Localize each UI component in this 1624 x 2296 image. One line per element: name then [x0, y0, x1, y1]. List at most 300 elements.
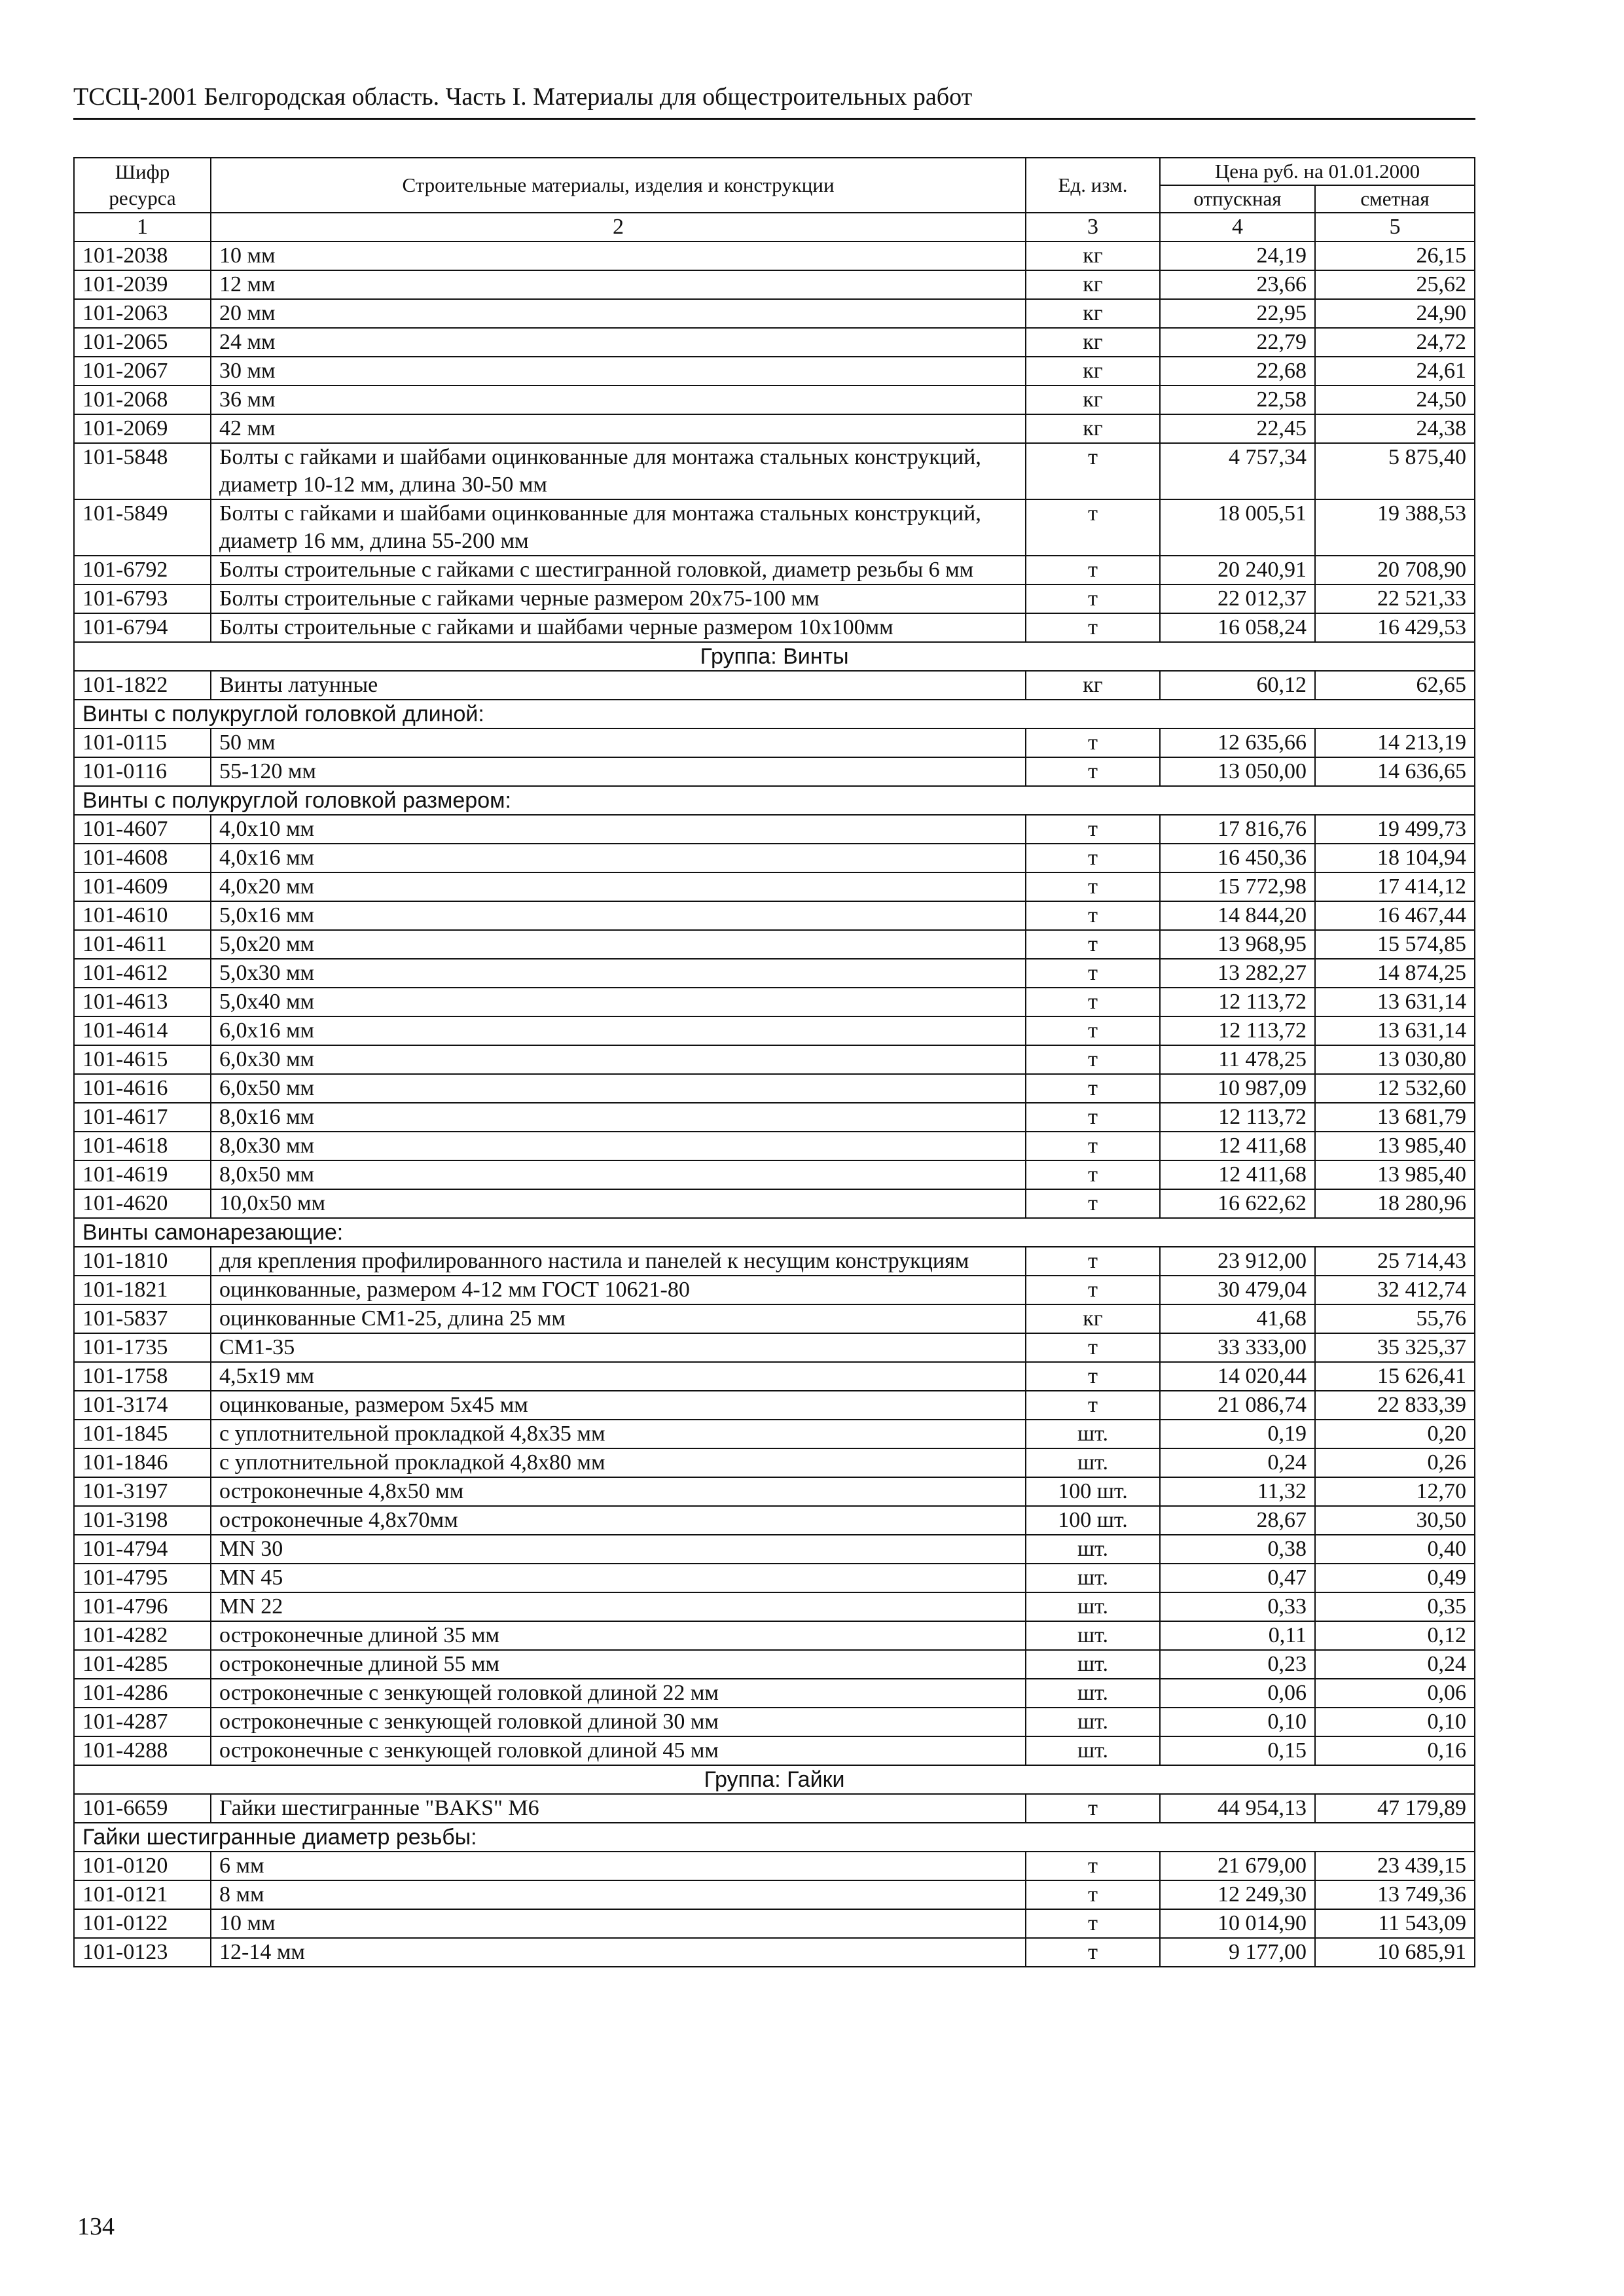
subheading: Винты самонарезающие:	[74, 1218, 1475, 1247]
resource-code-cell: 101-1821	[74, 1276, 211, 1304]
resource-code-cell: 101-4617	[74, 1103, 211, 1132]
resource-code-cell: 101-4620	[74, 1189, 211, 1218]
material-name-cell: Болты с гайками и шайбами оцинкованные для монтажа стальных конструкций, диаметр 16 мм, длина 55-200 мм	[211, 499, 1026, 556]
table-row	[74, 270, 1475, 299]
material-name-cell: 4,0х20 мм	[211, 872, 1026, 901]
release-price-cell: 0,24	[1160, 1448, 1315, 1477]
estimate-price-cell: 0,49	[1315, 1564, 1475, 1592]
estimate-price-cell: 18 104,94	[1315, 844, 1475, 872]
estimate-price-cell: 24,90	[1315, 299, 1475, 328]
material-name-cell: 12-14 мм	[211, 1938, 1026, 1967]
material-name-cell: оцинкованные СМ1-25, длина 25 мм	[211, 1304, 1026, 1333]
page-header-title: ТССЦ-2001 Белгородская область. Часть I. Материалы для общестроительных работ	[73, 83, 973, 111]
material-name-cell: оцинкованные, размером 4-12 мм ГОСТ 10621-80	[211, 1276, 1026, 1304]
material-name-cell: остроконечные длиной 35 мм	[211, 1621, 1026, 1650]
table-row	[74, 1448, 1475, 1477]
unit-cell: т	[1026, 930, 1160, 959]
material-name-cell: 55-120 мм	[211, 757, 1026, 786]
resource-code-cell: 101-1758	[74, 1362, 211, 1391]
release-price-cell: 17 816,76	[1160, 815, 1315, 844]
resource-code-cell: 101-3198	[74, 1506, 211, 1535]
estimate-price-cell: 0,10	[1315, 1708, 1475, 1736]
material-name-cell: для крепления профилированного настила и панелей к несущим конструкциям	[211, 1247, 1026, 1276]
resource-code-cell: 101-4618	[74, 1132, 211, 1160]
unit-cell: кг	[1026, 414, 1160, 443]
subheading-row	[74, 700, 1475, 728]
material-name-cell: 5,0х20 мм	[211, 930, 1026, 959]
release-price-cell: 41,68	[1160, 1304, 1315, 1333]
table-row	[74, 1247, 1475, 1276]
table-row	[74, 386, 1475, 414]
table-row	[74, 671, 1475, 700]
table-row	[74, 815, 1475, 844]
material-name-cell: 5,0х16 мм	[211, 901, 1026, 930]
unit-cell: кг	[1026, 671, 1160, 700]
resource-code-cell: 101-3197	[74, 1477, 211, 1506]
table-row	[74, 1016, 1475, 1045]
release-price-cell: 0,10	[1160, 1708, 1315, 1736]
material-name-cell: с уплотнительной прокладкой 4,8х35 мм	[211, 1420, 1026, 1448]
subheading: Винты с полукруглой головкой размером:	[74, 786, 1475, 815]
resource-code-cell: 101-2039	[74, 270, 211, 299]
release-price-cell: 22,58	[1160, 386, 1315, 414]
release-price-cell: 14 844,20	[1160, 901, 1315, 930]
resource-code-cell: 101-4614	[74, 1016, 211, 1045]
material-name-cell: 10 мм	[211, 1909, 1026, 1938]
resource-code-cell: 101-1822	[74, 671, 211, 700]
resource-code-cell: 101-4795	[74, 1564, 211, 1592]
release-price-cell: 24,19	[1160, 242, 1315, 270]
estimate-price-cell: 0,20	[1315, 1420, 1475, 1448]
material-name-cell: остроконечные с зенкующей головкой длиной 22 мм	[211, 1679, 1026, 1708]
estimate-price-cell: 24,61	[1315, 357, 1475, 386]
material-name-cell: остроконечные с зенкующей головкой длиной 30 мм	[211, 1708, 1026, 1736]
material-name-cell: Болты строительные с гайками черные размером 20х75-100 мм	[211, 584, 1026, 613]
estimate-price-cell: 14 636,65	[1315, 757, 1475, 786]
header-name: Строительные материалы, изделия и конструкции	[211, 158, 1026, 213]
table-row	[74, 1132, 1475, 1160]
material-name-cell: 36 мм	[211, 386, 1026, 414]
column-number: 2	[211, 213, 1026, 242]
estimate-price-cell: 19 388,53	[1315, 499, 1475, 556]
release-price-cell: 22,95	[1160, 299, 1315, 328]
table-row	[74, 1708, 1475, 1736]
material-name-cell: оцинкованые, размером 5х45 мм	[211, 1391, 1026, 1420]
release-price-cell: 12 113,72	[1160, 988, 1315, 1016]
release-price-cell: 28,67	[1160, 1506, 1315, 1535]
resource-code-cell: 101-1735	[74, 1333, 211, 1362]
material-name-cell: 8,0х50 мм	[211, 1160, 1026, 1189]
unit-cell: т	[1026, 1909, 1160, 1938]
unit-cell: кг	[1026, 328, 1160, 357]
header-unit: Ед. изм.	[1026, 158, 1160, 213]
release-price-cell: 11 478,25	[1160, 1045, 1315, 1074]
unit-cell: т	[1026, 1276, 1160, 1304]
release-price-cell: 0,33	[1160, 1592, 1315, 1621]
estimate-price-cell: 15 626,41	[1315, 1362, 1475, 1391]
material-name-cell: остроконечные с зенкующей головкой длиной 45 мм	[211, 1736, 1026, 1765]
release-price-cell: 14 020,44	[1160, 1362, 1315, 1391]
release-price-cell: 33 333,00	[1160, 1333, 1315, 1362]
unit-cell: т	[1026, 1189, 1160, 1218]
table-row	[74, 1477, 1475, 1506]
unit-cell: т	[1026, 1045, 1160, 1074]
resource-code-cell: 101-2069	[74, 414, 211, 443]
release-price-cell: 16 622,62	[1160, 1189, 1315, 1218]
unit-cell: кг	[1026, 357, 1160, 386]
table-row	[74, 357, 1475, 386]
unit-cell: т	[1026, 1938, 1160, 1967]
table-row	[74, 757, 1475, 786]
release-price-cell: 12 249,30	[1160, 1880, 1315, 1909]
column-number: 4	[1160, 213, 1315, 242]
release-price-cell: 23,66	[1160, 270, 1315, 299]
resource-code-cell: 101-4285	[74, 1650, 211, 1679]
estimate-price-cell: 62,65	[1315, 671, 1475, 700]
material-name-cell: 4,0х10 мм	[211, 815, 1026, 844]
estimate-price-cell: 0,06	[1315, 1679, 1475, 1708]
release-price-cell: 18 005,51	[1160, 499, 1315, 556]
unit-cell: т	[1026, 499, 1160, 556]
release-price-cell: 22,45	[1160, 414, 1315, 443]
table-row	[74, 1074, 1475, 1103]
unit-cell: т	[1026, 1160, 1160, 1189]
resource-code-cell: 101-4287	[74, 1708, 211, 1736]
unit-cell: шт.	[1026, 1592, 1160, 1621]
unit-cell: т	[1026, 1852, 1160, 1880]
group-heading-row	[74, 1765, 1475, 1794]
table-row	[74, 959, 1475, 988]
estimate-price-cell: 16 467,44	[1315, 901, 1475, 930]
estimate-price-cell: 22 833,39	[1315, 1391, 1475, 1420]
material-name-cell: 10,0х50 мм	[211, 1189, 1026, 1218]
table-row	[74, 1564, 1475, 1592]
estimate-price-cell: 0,26	[1315, 1448, 1475, 1477]
table-row	[74, 1535, 1475, 1564]
release-price-cell: 0,11	[1160, 1621, 1315, 1650]
unit-cell: т	[1026, 1103, 1160, 1132]
unit-cell: т	[1026, 872, 1160, 901]
material-name-cell: 5,0х30 мм	[211, 959, 1026, 988]
material-name-cell: MN 22	[211, 1592, 1026, 1621]
release-price-cell: 12 113,72	[1160, 1016, 1315, 1045]
table-row	[74, 872, 1475, 901]
unit-cell: т	[1026, 815, 1160, 844]
material-name-cell: 10 мм	[211, 242, 1026, 270]
resource-code-cell: 101-2063	[74, 299, 211, 328]
header-price-group: Цена руб. на 01.01.2000	[1160, 158, 1475, 185]
resource-code-cell: 101-2067	[74, 357, 211, 386]
release-price-cell: 9 177,00	[1160, 1938, 1315, 1967]
column-number: 1	[74, 213, 211, 242]
estimate-price-cell: 13 985,40	[1315, 1132, 1475, 1160]
release-price-cell: 0,38	[1160, 1535, 1315, 1564]
material-name-cell: 5,0х40 мм	[211, 988, 1026, 1016]
resource-code-cell: 101-4609	[74, 872, 211, 901]
group-heading: Группа: Винты	[74, 642, 1475, 671]
material-name-cell: 20 мм	[211, 299, 1026, 328]
material-name-cell: 42 мм	[211, 414, 1026, 443]
table-row	[74, 299, 1475, 328]
unit-cell: шт.	[1026, 1564, 1160, 1592]
unit-cell: шт.	[1026, 1448, 1160, 1477]
estimate-price-cell: 12,70	[1315, 1477, 1475, 1506]
estimate-price-cell: 25 714,43	[1315, 1247, 1475, 1276]
resource-code-cell: 101-6792	[74, 556, 211, 584]
estimate-price-cell: 23 439,15	[1315, 1852, 1475, 1880]
unit-cell: т	[1026, 1132, 1160, 1160]
release-price-cell: 21 086,74	[1160, 1391, 1315, 1420]
table-row	[74, 1679, 1475, 1708]
material-name-cell: 4,0х16 мм	[211, 844, 1026, 872]
unit-cell: шт.	[1026, 1708, 1160, 1736]
table-row	[74, 1304, 1475, 1333]
material-name-cell: СМ1-35	[211, 1333, 1026, 1362]
release-price-cell: 12 635,66	[1160, 728, 1315, 757]
table-row	[74, 1794, 1475, 1823]
unit-cell: шт.	[1026, 1535, 1160, 1564]
material-name-cell: MN 30	[211, 1535, 1026, 1564]
table-row	[74, 1880, 1475, 1909]
resource-code-cell: 101-0120	[74, 1852, 211, 1880]
resource-code-cell: 101-4619	[74, 1160, 211, 1189]
table-row	[74, 328, 1475, 357]
table-row	[74, 901, 1475, 930]
estimate-price-cell: 35 325,37	[1315, 1333, 1475, 1362]
table-row	[74, 1103, 1475, 1132]
table-row	[74, 930, 1475, 959]
resource-code-cell: 101-4616	[74, 1074, 211, 1103]
unit-cell: 100 шт.	[1026, 1506, 1160, 1535]
material-name-cell: Болты с гайками и шайбами оцинкованные для монтажа стальных конструкций, диаметр 10-12 мм, длина 30-50 мм	[211, 443, 1026, 499]
resource-code-cell: 101-4288	[74, 1736, 211, 1765]
material-name-cell: Гайки шестигранные "BAKS" М6	[211, 1794, 1026, 1823]
release-price-cell: 16 058,24	[1160, 613, 1315, 642]
estimate-price-cell: 55,76	[1315, 1304, 1475, 1333]
table-row	[74, 1938, 1475, 1967]
unit-cell: т	[1026, 1333, 1160, 1362]
unit-cell: кг	[1026, 1304, 1160, 1333]
table-row	[74, 1160, 1475, 1189]
unit-cell: шт.	[1026, 1420, 1160, 1448]
subheading-row	[74, 1823, 1475, 1852]
material-name-cell: остроконечные 4,8х50 мм	[211, 1477, 1026, 1506]
estimate-price-cell: 18 280,96	[1315, 1189, 1475, 1218]
unit-cell: т	[1026, 844, 1160, 872]
subheading: Гайки шестигранные диаметр резьбы:	[74, 1823, 1475, 1852]
unit-cell: шт.	[1026, 1679, 1160, 1708]
table-row	[74, 1189, 1475, 1218]
release-price-cell: 44 954,13	[1160, 1794, 1315, 1823]
estimate-price-cell: 0,16	[1315, 1736, 1475, 1765]
table-row	[74, 1276, 1475, 1304]
resource-code-cell: 101-2038	[74, 242, 211, 270]
estimate-price-cell: 13 985,40	[1315, 1160, 1475, 1189]
material-name-cell: остроконечные 4,8х70мм	[211, 1506, 1026, 1535]
table-row	[74, 844, 1475, 872]
release-price-cell: 15 772,98	[1160, 872, 1315, 901]
release-price-cell: 12 113,72	[1160, 1103, 1315, 1132]
table-row	[74, 1852, 1475, 1880]
unit-cell: кг	[1026, 270, 1160, 299]
table-row	[74, 1391, 1475, 1420]
release-price-cell: 30 479,04	[1160, 1276, 1315, 1304]
release-price-cell: 23 912,00	[1160, 1247, 1315, 1276]
unit-cell: т	[1026, 1074, 1160, 1103]
table-row	[74, 414, 1475, 443]
unit-cell: т	[1026, 959, 1160, 988]
estimate-price-cell: 14 874,25	[1315, 959, 1475, 988]
release-price-cell: 4 757,34	[1160, 443, 1315, 499]
unit-cell: т	[1026, 728, 1160, 757]
resource-code-cell: 101-0122	[74, 1909, 211, 1938]
release-price-cell: 13 968,95	[1160, 930, 1315, 959]
resource-code-cell: 101-4615	[74, 1045, 211, 1074]
material-name-cell: 6 мм	[211, 1852, 1026, 1880]
estimate-price-cell: 15 574,85	[1315, 930, 1475, 959]
resource-code-cell: 101-0123	[74, 1938, 211, 1967]
column-number-row	[74, 213, 1475, 242]
material-name-cell: 24 мм	[211, 328, 1026, 357]
release-price-cell: 21 679,00	[1160, 1852, 1315, 1880]
release-price-cell: 12 411,68	[1160, 1132, 1315, 1160]
estimate-price-cell: 11 543,09	[1315, 1909, 1475, 1938]
release-price-cell: 0,23	[1160, 1650, 1315, 1679]
resource-code-cell: 101-5849	[74, 499, 211, 556]
header-code: Шифр ресурса	[74, 158, 211, 213]
material-name-cell: Болты строительные с гайками и шайбами черные размером 10х100мм	[211, 613, 1026, 642]
subheading: Винты с полукруглой головкой длиной:	[74, 700, 1475, 728]
material-name-cell: 12 мм	[211, 270, 1026, 299]
table-row	[74, 1045, 1475, 1074]
estimate-price-cell: 0,12	[1315, 1621, 1475, 1650]
material-name-cell: 8 мм	[211, 1880, 1026, 1909]
table-row	[74, 499, 1475, 556]
resource-code-cell: 101-4286	[74, 1679, 211, 1708]
table-body	[74, 242, 1475, 1967]
estimate-price-cell: 17 414,12	[1315, 872, 1475, 901]
table-row	[74, 988, 1475, 1016]
resource-code-cell: 101-5848	[74, 443, 211, 499]
release-price-cell: 0,47	[1160, 1564, 1315, 1592]
unit-cell: т	[1026, 988, 1160, 1016]
unit-cell: т	[1026, 757, 1160, 786]
estimate-price-cell: 19 499,73	[1315, 815, 1475, 844]
resource-code-cell: 101-4282	[74, 1621, 211, 1650]
unit-cell: т	[1026, 443, 1160, 499]
resource-code-cell: 101-2068	[74, 386, 211, 414]
table-row	[74, 1420, 1475, 1448]
estimate-price-cell: 13 749,36	[1315, 1880, 1475, 1909]
table-row	[74, 613, 1475, 642]
unit-cell: т	[1026, 1016, 1160, 1045]
estimate-price-cell: 13 030,80	[1315, 1045, 1475, 1074]
estimate-price-cell: 13 631,14	[1315, 1016, 1475, 1045]
estimate-price-cell: 20 708,90	[1315, 556, 1475, 584]
resource-code-cell: 101-4612	[74, 959, 211, 988]
table-row	[74, 1333, 1475, 1362]
column-number: 5	[1315, 213, 1475, 242]
material-name-cell: Винты латунные	[211, 671, 1026, 700]
release-price-cell: 0,06	[1160, 1679, 1315, 1708]
table-row	[74, 1736, 1475, 1765]
resource-code-cell: 101-6793	[74, 584, 211, 613]
release-price-cell: 0,15	[1160, 1736, 1315, 1765]
material-name-cell: 8,0х30 мм	[211, 1132, 1026, 1160]
release-price-cell: 22 012,37	[1160, 584, 1315, 613]
resource-code-cell: 101-0121	[74, 1880, 211, 1909]
resource-code-cell: 101-4611	[74, 930, 211, 959]
estimate-price-cell: 12 532,60	[1315, 1074, 1475, 1103]
price-table	[73, 157, 1475, 1967]
material-name-cell: 6,0х30 мм	[211, 1045, 1026, 1074]
release-price-cell: 22,79	[1160, 328, 1315, 357]
release-price-cell: 13 050,00	[1160, 757, 1315, 786]
material-name-cell: 50 мм	[211, 728, 1026, 757]
unit-cell: кг	[1026, 386, 1160, 414]
table-header	[74, 158, 1475, 242]
unit-cell: шт.	[1026, 1650, 1160, 1679]
estimate-price-cell: 24,72	[1315, 328, 1475, 357]
release-price-cell: 13 282,27	[1160, 959, 1315, 988]
estimate-price-cell: 24,38	[1315, 414, 1475, 443]
unit-cell: т	[1026, 1247, 1160, 1276]
table-row	[74, 584, 1475, 613]
release-price-cell: 10 987,09	[1160, 1074, 1315, 1103]
unit-cell: т	[1026, 1362, 1160, 1391]
unit-cell: 100 шт.	[1026, 1477, 1160, 1506]
table-row	[74, 556, 1475, 584]
unit-cell: т	[1026, 1794, 1160, 1823]
group-heading: Группа: Гайки	[74, 1765, 1475, 1794]
unit-cell: т	[1026, 1880, 1160, 1909]
unit-cell: т	[1026, 901, 1160, 930]
unit-cell: кг	[1026, 299, 1160, 328]
estimate-price-cell: 13 631,14	[1315, 988, 1475, 1016]
table-row	[74, 1621, 1475, 1650]
estimate-price-cell: 5 875,40	[1315, 443, 1475, 499]
table-row	[74, 1592, 1475, 1621]
estimate-price-cell: 25,62	[1315, 270, 1475, 299]
estimate-price-cell: 24,50	[1315, 386, 1475, 414]
resource-code-cell: 101-4796	[74, 1592, 211, 1621]
material-name-cell: остроконечные длиной 55 мм	[211, 1650, 1026, 1679]
resource-code-cell: 101-1810	[74, 1247, 211, 1276]
resource-code-cell: 101-5837	[74, 1304, 211, 1333]
resource-code-cell: 101-1845	[74, 1420, 211, 1448]
table-row	[74, 1650, 1475, 1679]
resource-code-cell: 101-1846	[74, 1448, 211, 1477]
table-row	[74, 242, 1475, 270]
estimate-price-cell: 13 681,79	[1315, 1103, 1475, 1132]
header-rule	[73, 118, 1475, 120]
release-price-cell: 60,12	[1160, 671, 1315, 700]
resource-code-cell: 101-4613	[74, 988, 211, 1016]
table-row	[74, 1909, 1475, 1938]
table-row	[74, 728, 1475, 757]
estimate-price-cell: 26,15	[1315, 242, 1475, 270]
estimate-price-cell: 0,24	[1315, 1650, 1475, 1679]
resource-code-cell: 101-0116	[74, 757, 211, 786]
material-name-cell: с уплотнительной прокладкой 4,8х80 мм	[211, 1448, 1026, 1477]
resource-code-cell: 101-2065	[74, 328, 211, 357]
estimate-price-cell: 47 179,89	[1315, 1794, 1475, 1823]
material-name-cell: Болты строительные с гайками с шестигранной головкой, диаметр резьбы 6 мм	[211, 556, 1026, 584]
subheading-row	[74, 1218, 1475, 1247]
resource-code-cell: 101-4608	[74, 844, 211, 872]
header-estimate-price: сметная	[1315, 185, 1475, 213]
resource-code-cell: 101-3174	[74, 1391, 211, 1420]
